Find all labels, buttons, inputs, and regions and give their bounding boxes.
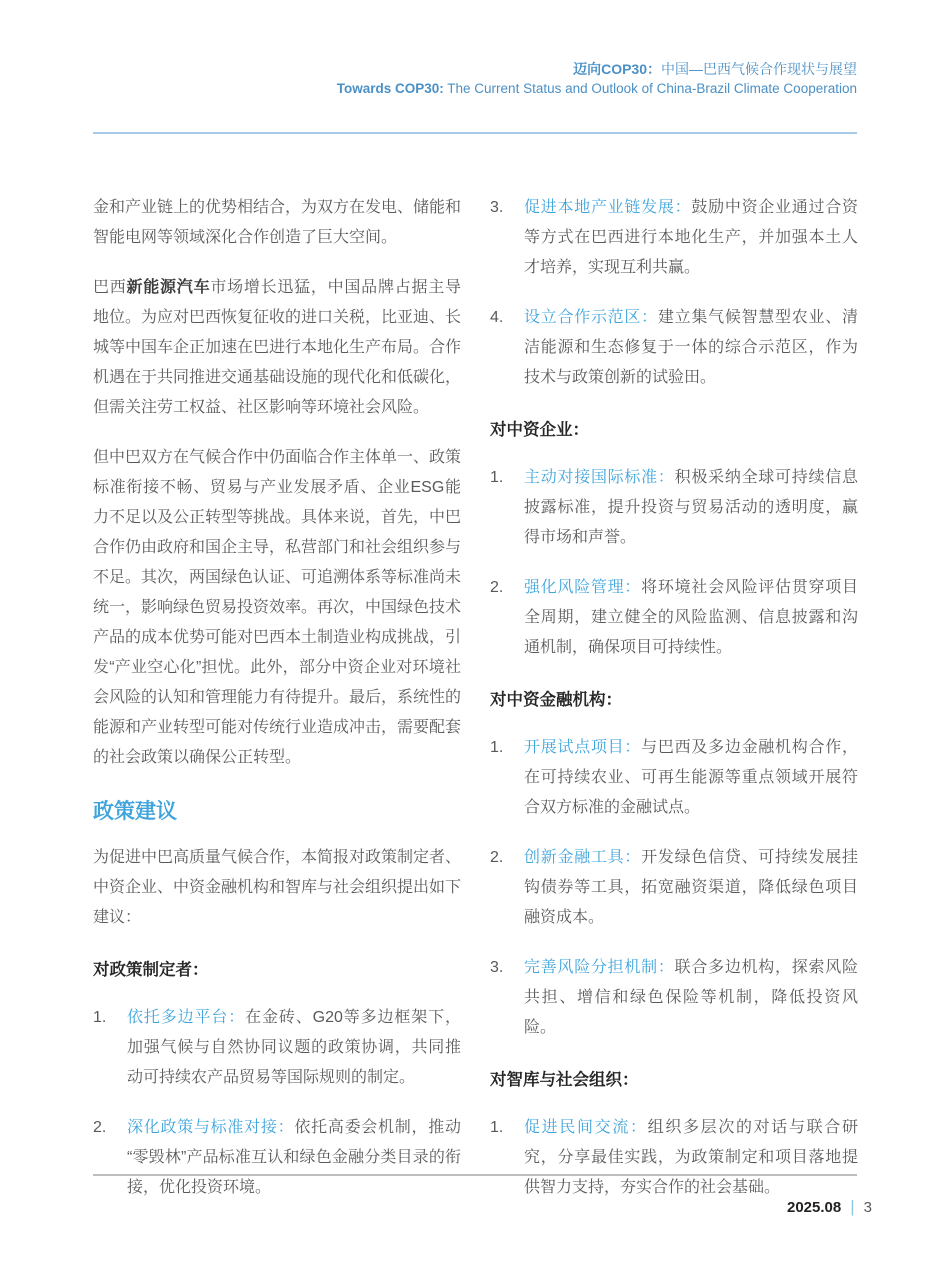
list-item — [490, 303, 858, 393]
list-item — [93, 1113, 461, 1203]
item-body: 开发绿色信贷、可持续发展挂钩债券等工具，拓宽融资渠道，降低绿色项目融资成本。 — [524, 849, 858, 926]
subhead-chinese-enterprises: 对中资企业： — [490, 421, 589, 439]
item-text — [524, 953, 858, 1043]
item-number: 2. — [490, 849, 504, 866]
header-title-en-rest: The Current Status and Outlook of China-Brazil Climate Cooperation — [443, 81, 857, 96]
bold-term: 新能源汽车 — [126, 279, 211, 296]
item-lead: 主动对接国际标准： — [524, 469, 675, 486]
list-item — [490, 193, 858, 283]
item-number: 2. — [93, 1119, 107, 1136]
list-item — [93, 1003, 461, 1093]
item-number: 3. — [490, 959, 504, 976]
item-lead: 深化政策与标准对接： — [127, 1119, 295, 1136]
footer-divider — [93, 1174, 857, 1176]
item-number: 4. — [490, 309, 504, 326]
header-title-zh — [337, 60, 857, 79]
list-item — [490, 1113, 858, 1203]
list-item — [490, 463, 858, 553]
item-lead: 促进民间交流： — [524, 1119, 648, 1136]
paragraph-recommendations-intro: 为促进中巴高质量气候合作，本简报对政策制定者、中资企业、中资金融机构和智库与社会组织提出如下建议： — [93, 849, 462, 926]
item-number: 1. — [93, 1009, 107, 1026]
item-lead: 开展试点项目： — [524, 739, 642, 756]
header-divider — [93, 132, 857, 134]
item-lead: 创新金融工具： — [524, 849, 642, 866]
paragraph-nev — [93, 273, 461, 423]
item-body: 积极采纳全球可持续信息披露标准，提升投资与贸易活动的透明度，赢得市场和声誉。 — [524, 469, 858, 546]
item-number: 3. — [490, 199, 504, 216]
item-text — [127, 1113, 461, 1203]
item-body: 联合多边机构，探索风险共担、增信和绿色保险等机制，降低投资风险。 — [524, 959, 858, 1036]
item-number: 1. — [490, 739, 504, 756]
item-lead: 强化风险管理： — [524, 579, 642, 596]
paragraph-text: 巴西 — [93, 279, 127, 296]
item-text — [524, 463, 858, 553]
footer-date: 2025.08 — [787, 1198, 842, 1216]
item-text — [524, 733, 858, 823]
item-text — [524, 193, 858, 283]
item-text — [524, 843, 858, 933]
item-text — [524, 1113, 858, 1203]
content-columns — [93, 193, 858, 1223]
item-lead: 依托多边平台： — [127, 1009, 246, 1026]
subhead-thinktanks-social-organizations: 对智库与社会组织： — [490, 1071, 639, 1089]
item-number: 1. — [490, 469, 504, 486]
item-body: 依托高委会机制，推动“零毁林”产品标准互认和绿色金融分类目录的衔接，优化投资环境。 — [127, 1119, 461, 1196]
header-title-zh-bold: 迈向COP30： — [573, 61, 661, 77]
list-item — [490, 573, 858, 663]
item-body: 与巴西及多边金融机构合作，在可持续农业、可再生能源等重点领域开展符合双方标准的金融试点。 — [524, 739, 858, 816]
section-heading-policy-recommendations: 政策建议 — [93, 800, 177, 823]
subhead-policymakers: 对政策制定者： — [93, 961, 209, 979]
column-right — [490, 193, 858, 1223]
item-text — [524, 573, 858, 663]
column-left — [93, 193, 461, 1223]
header-title-en — [337, 79, 857, 98]
paragraph-challenges: 但中巴双方在气候合作中仍面临合作主体单一、政策标准衔接不畅、贸易与产业发展矛盾、企业ESG能力不足以及公正转型等挑战。具体来说，首先，中巴合作仍由政府和国企主导，私营部门和社会组织参与不足。其次，两国绿色认证、可追溯体系等标准尚未统一，影响绿色贸易投资效率。再次，中国绿色技术产品的成本优势可能对巴西本土制造业构成挑战，引发“产业空心化”担忧。此外，部分中资企业对环境社会风险的认知和管理能力有待提升。最后，系统性的能源和产业转型可能对传统行业造成冲击，需要配套的社会政策以确保公正转型。 — [93, 449, 462, 766]
item-text — [127, 1003, 461, 1093]
item-body: 将环境社会风险评估贯穿项目全周期，建立健全的风险监测、信息披露和沟通机制，确保项目可持续性。 — [524, 579, 858, 656]
list-item — [490, 843, 858, 933]
item-lead: 设立合作示范区： — [524, 309, 658, 326]
paragraph-text: 市场增长迅猛，中国品牌占据主导地位。为应对巴西恢复征收的进口关税，比亚迪、长城等中国车企正加速在巴进行本地化生产布局。合作机遇在于共同推进交通基础设施的现代化和低碳化，但需关注劳工权益、社区影响等环境社会风险。 — [93, 279, 462, 416]
item-lead: 促进本地产业链发展： — [524, 199, 692, 216]
page-number: 3 — [863, 1198, 872, 1216]
page-header — [337, 60, 857, 98]
list-item — [490, 953, 858, 1043]
item-text — [524, 303, 858, 393]
list-item — [490, 733, 858, 823]
item-lead: 完善风险分担机制： — [524, 959, 675, 976]
item-number: 2. — [490, 579, 504, 596]
item-body: 在金砖、G20等多边框架下，加强气候与自然协同议题的政策协调，共同推动可持续农产品贸易等国际规则的制定。 — [127, 1009, 461, 1086]
item-body: 组织多层次的对话与联合研究，分享最佳实践，为政策制定和项目落地提供智力支持，夯实合作的社会基础。 — [524, 1119, 858, 1196]
subhead-chinese-financial-institutions: 对中资金融机构： — [490, 691, 622, 709]
page-footer — [787, 1197, 872, 1217]
item-number: 1. — [490, 1119, 504, 1136]
footer-separator: | — [850, 1197, 855, 1216]
header-title-en-bold: Towards COP30: — [336, 81, 444, 96]
item-body: 建立集气候智慧型农业、清洁能源和生态修复于一体的综合示范区，作为技术与政策创新的试验田。 — [524, 309, 858, 386]
header-title-zh-rest: 中国—巴西气候合作现状与展望 — [661, 61, 857, 77]
paragraph-continuation: 金和产业链上的优势相结合，为双方在发电、储能和智能电网等领域深化合作创造了巨大空间。 — [93, 199, 462, 246]
item-body: 鼓励中资企业通过合资等方式在巴西进行本地化生产，并加强本土人才培养，实现互利共赢。 — [524, 199, 858, 276]
